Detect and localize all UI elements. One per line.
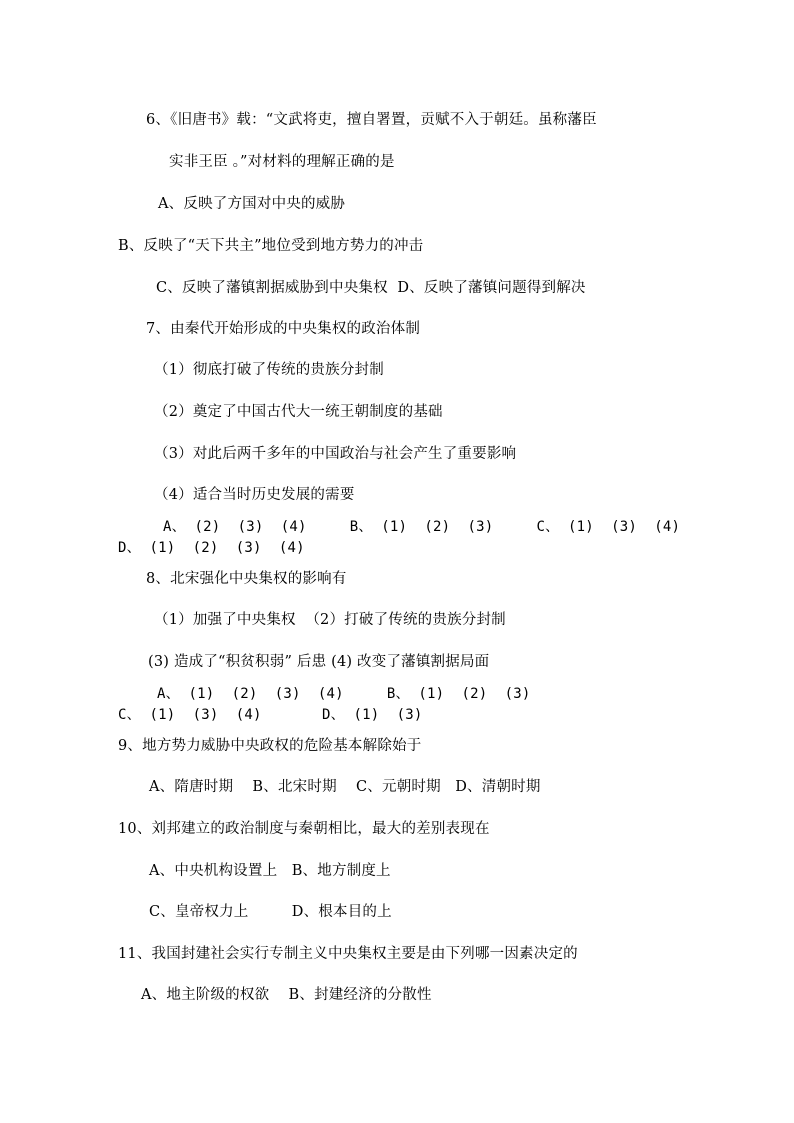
q7-item-3: （3）对此后两千多年的中国政治与社会产生了重要影响 — [154, 446, 517, 462]
q6-option-a: A、反映了方国对中央的威胁 — [158, 196, 346, 212]
q11-options-row-1: A、地主阶级的权欲 B、封建经济的分散性 — [141, 987, 432, 1003]
q7-item-1: （1）彻底打破了传统的贵族分封制 — [154, 362, 384, 378]
q9-options: A、隋唐时期 B、北宋时期 C、元朝时期 D、清朝时期 — [149, 779, 541, 795]
q10-stem: 10、刘邦建立的政治制度与秦朝相比，最大的差别表现在 — [118, 821, 490, 837]
q8-items-row-2: (3) 造成了“积贫积弱” 后患 (4) 改变了藩镇割据局面 — [148, 654, 490, 670]
q6-stem-line-1: 6、《旧唐书》载：“文武将吏，擅自署置，贡赋不入于朝廷。虽称藩臣 — [146, 112, 597, 128]
q8-options-row-2: C、 (1) (3) (4) D、 (1) (3) — [118, 707, 423, 723]
q6-option-c-d: C、反映了藩镇割据威胁到中央集权 D、反映了藩镇问题得到解决 — [156, 280, 586, 296]
q8-stem: 8、北宋强化中央集权的影响有 — [146, 571, 347, 587]
q7-options-row-1: A、 (2) (3) (4) B、 (1) (2) (3) C、 (1) (3) (4) — [163, 519, 681, 535]
q7-stem: 7、由秦代开始形成的中央集权的政治体制 — [146, 321, 421, 337]
q10-options-row-1: A、中央机构设置上 B、地方制度上 — [149, 863, 391, 879]
q8-items-row-1: （1）加强了中央集权 （2）打破了传统的贵族分封制 — [154, 612, 506, 628]
q6-option-b: B、反映了“天下共主”地位受到地方势力的冲击 — [118, 238, 424, 254]
q9-stem: 9、地方势力威胁中央政权的危险基本解除始于 — [118, 738, 422, 754]
q11-stem: 11、我国封建社会实行专制主义中央集权主要是由下列哪一因素决定的 — [118, 946, 578, 962]
q10-options-row-2: C、皇帝权力上 D、根本目的上 — [149, 904, 392, 920]
q7-item-4: （4）适合当时历史发展的需要 — [154, 487, 355, 503]
q7-options-row-2: D、 (1) (2) (3) (4) — [118, 540, 305, 556]
q6-stem-line-2: 实非王臣 。”对材料的理解正确的是 — [169, 154, 395, 170]
q7-item-2: （2）奠定了中国古代大一统王朝制度的基础 — [154, 404, 443, 420]
q8-options-row-1: A、 (1) (2) (3) (4) B、 (1) (2) (3) — [157, 686, 531, 702]
